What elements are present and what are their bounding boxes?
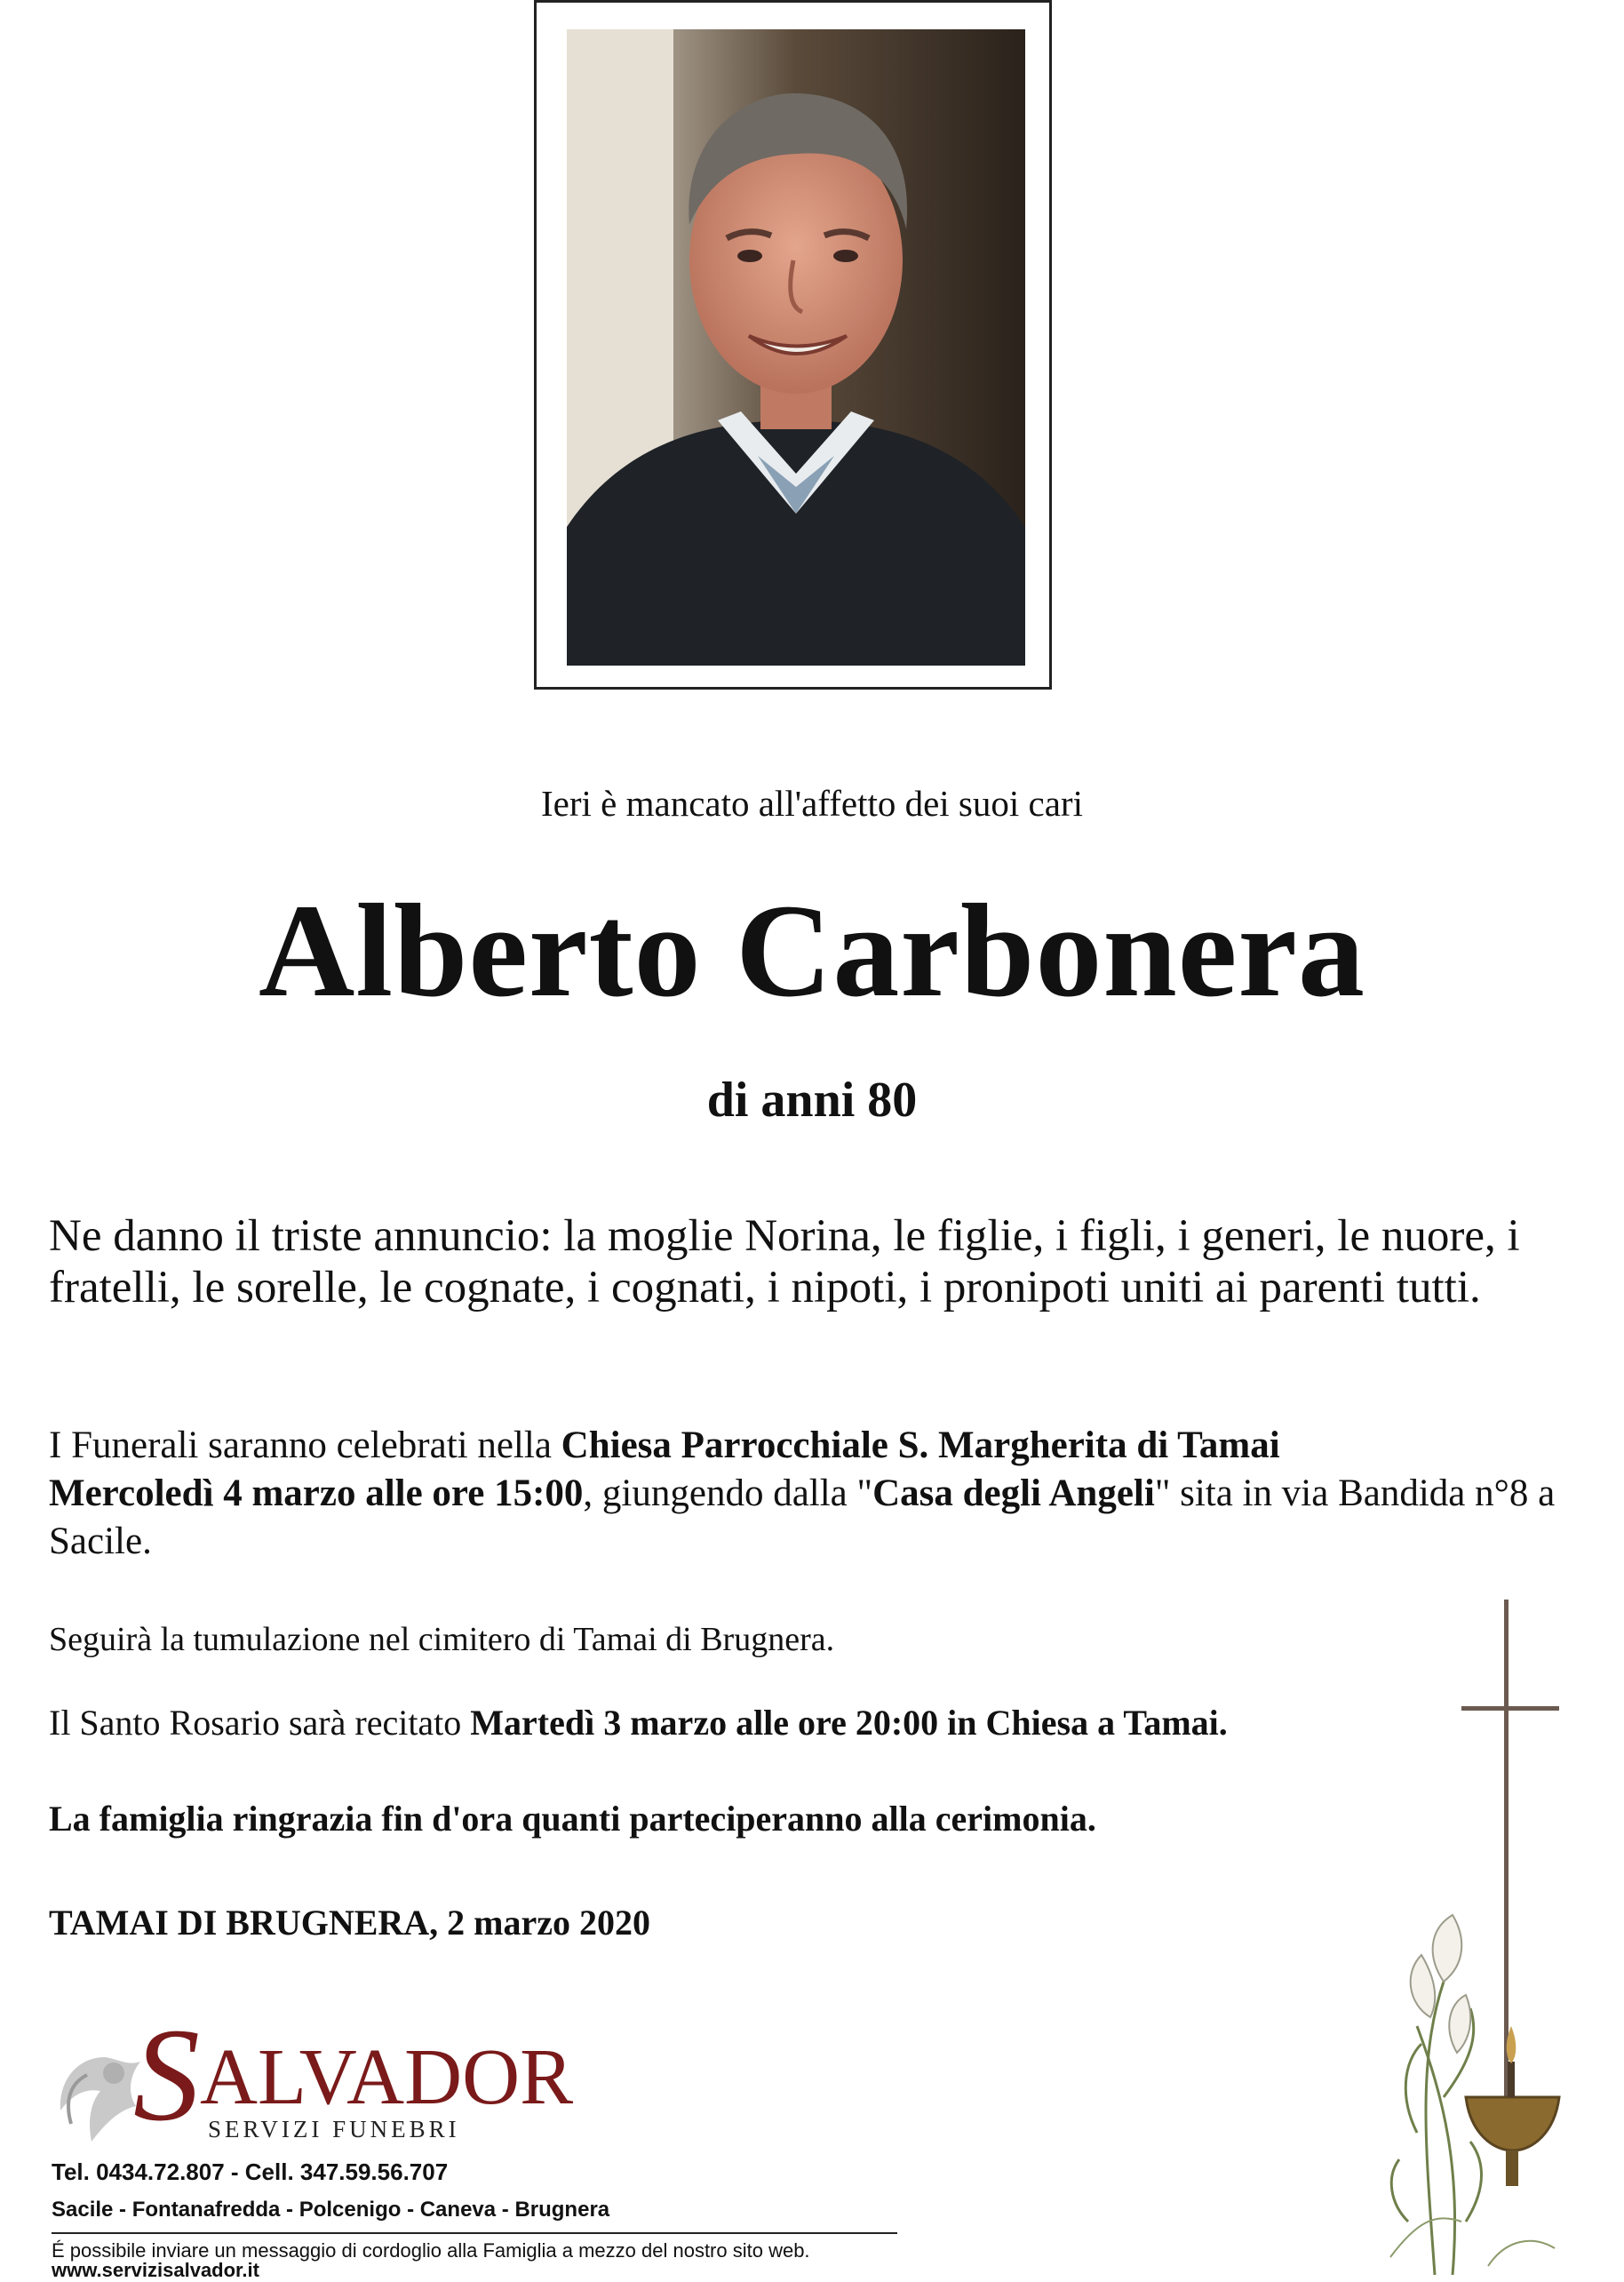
- funeral-prefix: I Funerali saranno celebrati nella: [49, 1424, 561, 1466]
- deceased-photo: [567, 29, 1025, 666]
- cross-lily-decoration: [1381, 1600, 1568, 2275]
- rosary-paragraph: [49, 1702, 1559, 1744]
- funeral-house: Casa degli Angeli: [872, 1472, 1155, 1514]
- funeral-datetime: Mercoledì 4 marzo alle ore 15:00: [49, 1472, 584, 1514]
- funeral-address: " sita in via Bandida n°8 a Sacile.: [49, 1472, 1556, 1562]
- deceased-name: Alberto Carbonera: [259, 877, 1365, 1025]
- agency-towns: Sacile - Fontanafredda - Polcenigo - Caneva - Brugnera: [52, 2198, 610, 2222]
- logo-subtitle: SERVIZI FUNEBRI: [208, 2116, 460, 2142]
- rosary-prefix: Il Santo Rosario sarà recitato: [49, 1703, 471, 1743]
- rosary-details: Martedì 3 marzo alle ore 20:00 in Chiesa a Tamai.: [470, 1703, 1228, 1743]
- funeral-paragraph: [49, 1422, 1559, 1566]
- logo-initial: S: [133, 2001, 200, 2149]
- deceased-age: di anni 80: [706, 1073, 918, 1128]
- divider: [52, 2232, 897, 2234]
- funeral-from-text: , giungendo dalla ": [583, 1472, 873, 1514]
- funeral-church: Chiesa Parrocchiale S. Margherita di Tamai: [561, 1424, 1280, 1466]
- intro-line: Ieri è mancato all'affetto dei suoi cari: [541, 783, 1083, 824]
- place-date: TAMAI DI BRUGNERA, 2 marzo 2020: [49, 1903, 650, 1943]
- agency-logo: [52, 2001, 574, 2150]
- logo-name: ALVADOR: [200, 2033, 574, 2121]
- thanks-paragraph: La famiglia ringrazia fin d'ora quanti parteciperanno alla cerimonia.: [49, 1799, 1096, 1839]
- burial-paragraph: Seguirà la tumulazione nel cimitero di Tamai di Brugnera.: [49, 1621, 835, 1658]
- condolence-message: É possibile inviare un messaggio di cordoglio alla Famiglia a mezzo del nostro sito web.: [52, 2239, 810, 2262]
- agency-phones: Tel. 0434.72.807 - Cell. 347.59.56.707: [52, 2158, 449, 2185]
- announcement-paragraph: Ne danno il triste annuncio: la moglie Norina, le figlie, i figli, i generi, le nuore, i fratelli, le sorelle, le cognate, i cognati, i nipoti, i pronipoti uniti ai parenti tutti.: [49, 1211, 1520, 1313]
- agency-website[interactable]: www.servizisalvador.it: [52, 2259, 259, 2281]
